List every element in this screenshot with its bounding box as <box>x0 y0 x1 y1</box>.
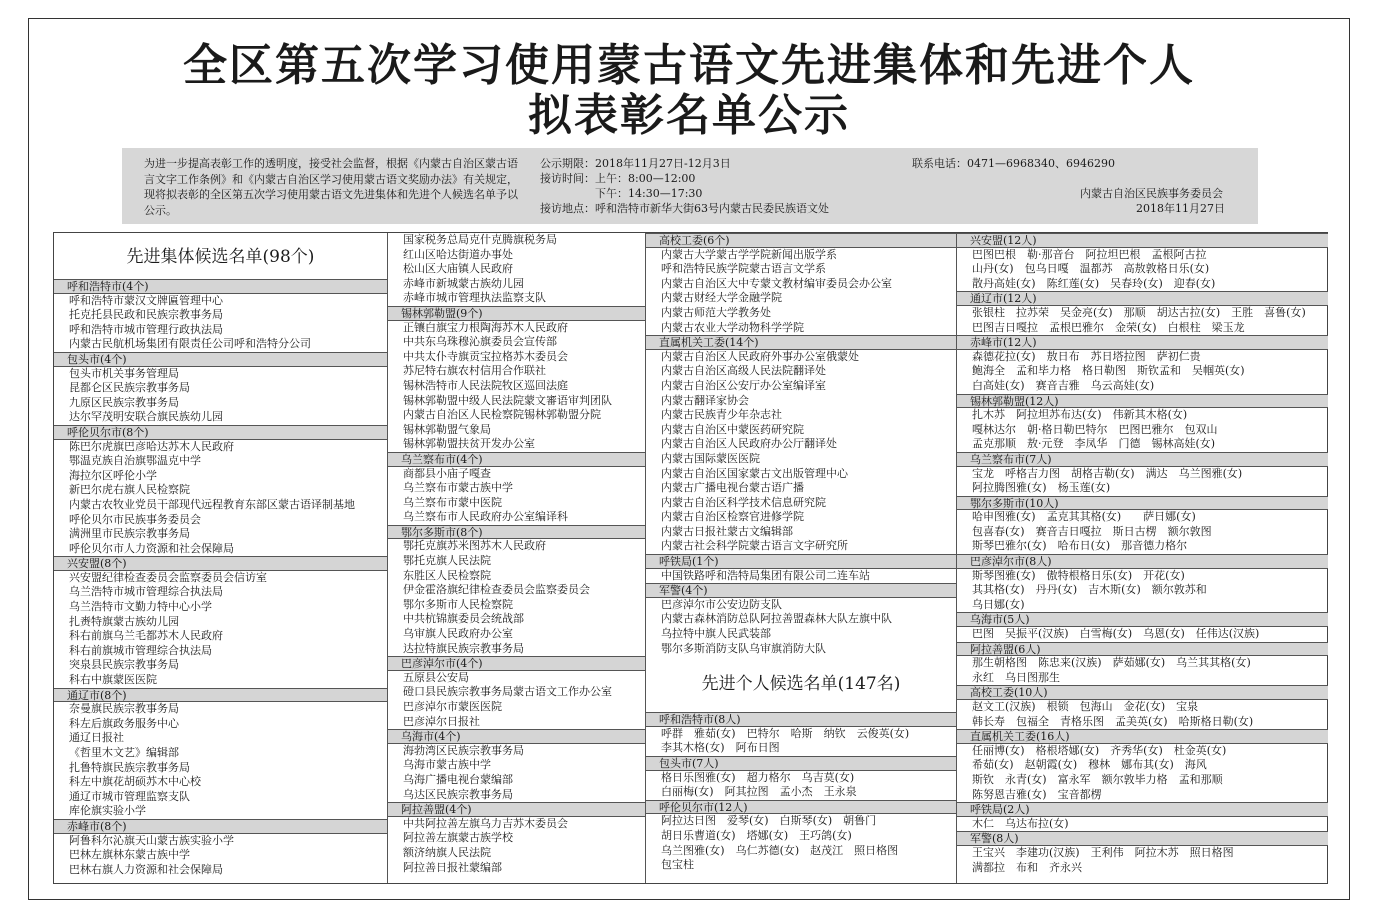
list-item: 阿拉善左旗蒙古族学校 <box>403 831 513 845</box>
column-3 <box>645 233 956 883</box>
list-item: 巴图 吴振平(汉族) 白雪梅(女) 乌恩(女) 任伟达(汉族) <box>972 627 1260 641</box>
region-header: 赤峰市(12人) <box>957 335 1328 350</box>
list-item: 森德花拉(女) 敖日布 苏日塔拉图 萨初仁贵 <box>972 349 1201 363</box>
list-item: 国家税务总局克什克腾旗税务局 <box>403 233 557 246</box>
list-item: 《哲里木文艺》编辑部 <box>69 746 179 759</box>
list-item: 呼伦贝尔市人力资源和社会保障局 <box>69 541 234 555</box>
list-item: 科右前旗城市管理综合执法局 <box>69 643 212 657</box>
notice-reception-pm: 下午：14:30—17:30 <box>595 187 703 200</box>
list-item: 巴彦淖尔市公安边防支队 <box>661 597 782 611</box>
list-item: 胡日乐曹道(女) 塔娜(女) 王巧鸽(女) <box>661 828 852 842</box>
region-header: 呼铁局(2人) <box>957 802 1328 817</box>
list-item: 鲍海全 孟和毕力格 格日勒图 斯钦孟和 吴帼英(女) <box>972 364 1245 378</box>
list-item: 巴林左旗林东蒙古族中学 <box>69 848 190 862</box>
region-header: 兴安盟(8个) <box>54 556 387 571</box>
list-item: 科左中旗花胡硕苏木中心校 <box>69 775 201 789</box>
region-header: 军警(4个) <box>646 583 956 598</box>
notice-date: 2018年11月27日 <box>1136 202 1225 215</box>
region-header: 呼和浩特市(8人) <box>646 712 956 727</box>
list-item: 内蒙古师范大学教务处 <box>661 305 771 319</box>
region-header: 乌海市(4个) <box>388 729 645 744</box>
list-item: 内蒙古自治区大中专蒙文教材编审委员会办公室 <box>661 276 892 290</box>
list-item: 内蒙古自治区高级人民法院翻译处 <box>661 364 826 378</box>
region-header: 呼伦贝尔市(12人) <box>646 800 956 815</box>
list-item: 乌兰察布市蒙中医院 <box>403 495 502 509</box>
list-item: 托克托县民政和民族宗教事务局 <box>69 308 223 322</box>
list-item: 王宝兴 李建功(汉族) 王利伟 阿拉木苏 照日格图 <box>972 845 1234 859</box>
list-item: 山丹(女) 包乌日嘎 温都苏 高敖敦格日乐(女) <box>972 262 1210 276</box>
list-item: 奈曼旗民族宗教事务局 <box>69 702 179 716</box>
notice-reception-am: 接访时间：上午：8:00—12:00 <box>540 172 696 185</box>
region-header: 鄂尔多斯市(10人) <box>957 496 1328 511</box>
list-item: 鄂尔多斯消防支队乌审旗消防大队 <box>661 641 826 655</box>
region-header: 阿拉善盟(4个) <box>388 802 645 817</box>
list-item: 其其格(女) 丹丹(女) 吉木斯(女) 额尔敦苏和 <box>972 583 1207 597</box>
list-item: 东胜区人民检察院 <box>403 568 491 582</box>
list-item: 内蒙古社会科学院蒙古语言文字研究所 <box>661 539 848 553</box>
list-item: 乌兰图雅(女) 乌仁苏德(女) 赵茂江 照日格图 <box>661 843 899 857</box>
list-item: 阿拉善日报社蒙编部 <box>403 860 502 874</box>
list-item: 内蒙古农业大学动物科学学院 <box>661 320 804 334</box>
list-item: 昆都仑区民族宗教事务局 <box>69 381 190 395</box>
list-item: 鄂托克旗人民法院 <box>403 554 491 568</box>
list-item: 内蒙古自治区中蒙医药研究院 <box>661 422 804 436</box>
list-item: 赵文工(汉族) 根锁 包海山 金花(女) 宝泉 <box>972 700 1199 713</box>
list-item: 乌兰浩特市文勤力特中心小学 <box>69 600 212 614</box>
region-header: 通辽市(12人) <box>957 291 1328 306</box>
list-item: 库伦旗实验小学 <box>69 804 146 818</box>
region-header: 阿拉善盟(6人) <box>957 642 1328 657</box>
list-item: 赤峰市城市管理执法监察支队 <box>403 291 546 305</box>
list-item: 呼和浩特市城市管理行政执法局 <box>69 322 223 336</box>
list-item: 锡林郭勒盟气象局 <box>403 422 491 436</box>
list-item: 内蒙古自治区人民政府外事办公室俄蒙处 <box>661 349 859 363</box>
list-item: 孟克那顺 敖·元登 李凤华 门德 锡林高娃(女) <box>972 437 1216 451</box>
region-header: 乌兰察布市(4个) <box>388 452 645 467</box>
list-item: 满都拉 布和 齐永兴 <box>972 860 1082 874</box>
list-item: 中共东乌珠穆沁旗委员会宣传部 <box>403 335 557 349</box>
list-item: 通辽日报社 <box>69 731 124 745</box>
list-item: 额济纳旗人民法院 <box>403 845 491 859</box>
list-item: 乌拉特中旗人民武装部 <box>661 627 771 641</box>
notice-address: 接访地点：呼和浩特市新华大街63号内蒙古民委民族语文处 <box>540 202 829 215</box>
list-item: 陈巴尔虎旗巴彦哈达苏木人民政府 <box>69 439 234 453</box>
list-item: 白高娃(女) 赛音吉雅 乌云高娃(女) <box>972 378 1155 392</box>
list-item: 包头市机关事务管理局 <box>69 366 179 380</box>
list-item: 扎木苏 阿拉坦苏布达(女) 伟新其木格(女) <box>972 408 1188 422</box>
region-header: 军警(8人) <box>957 831 1328 846</box>
list-item: 内蒙古自治区公安厅办公室编译室 <box>661 378 826 392</box>
list-item: 哈申图雅(女) 孟克其其格(女) 萨日娜(女) <box>972 510 1196 524</box>
region-header: 兴安盟(12人) <box>957 233 1328 248</box>
list-item: 锡林浩特市人民法院牧区巡回法庭 <box>403 378 568 392</box>
region-header: 巴彦淖尔市(8人) <box>957 554 1328 569</box>
list-item: 商都县小庙子嘎查 <box>403 466 491 480</box>
list-item: 内蒙古自治区科学技术信息研究院 <box>661 495 826 509</box>
list-item: 乌达区民族宗教事务局 <box>403 787 513 801</box>
list-item: 巴彦淖尔市蒙医医院 <box>403 700 502 713</box>
list-item: 锡林郭勒盟中级人民法院蒙文審语审判团队 <box>403 393 612 407</box>
page-title: 全区第五次学习使用蒙古语文先进集体和先进个人 <box>183 40 1195 91</box>
list-item: 格日乐图雅(女) 超力格尔 乌吉莫(女) <box>661 770 855 784</box>
region-header: 直属机关工委(14个) <box>646 335 956 350</box>
list-item: 内蒙古自治区国家蒙古文出版管理中心 <box>661 466 848 480</box>
list-item: 乌兰察布市人民政府办公室编译科 <box>403 510 568 524</box>
list-item: 阿鲁科尔沁旗天山蒙古族实验小学 <box>69 833 234 847</box>
column-2 <box>387 233 645 883</box>
list-item: 鄂温克族自治旗鄂温克中学 <box>69 454 201 468</box>
list-item: 内蒙古自治区人民政府办公厅翻译处 <box>661 437 837 451</box>
list-item: 斯琴巴雅尔(女) 哈布日(女) 那音德力格尔 <box>972 539 1188 553</box>
list-item: 巴彦淖尔日报社 <box>403 714 480 728</box>
list-item: 木仁 乌达布拉(女) <box>972 816 1069 830</box>
list-item: 嘎林达尔 朝·格日勒巴特尔 巴图巴雅尔 包双山 <box>972 422 1218 436</box>
list-item: 李其木格(女) 阿布日图 <box>661 741 780 755</box>
list-item: 扎鲁特旗民族宗教事务局 <box>69 760 190 774</box>
list-item: 张银柱 拉苏荣 吴金亮(女) 那顺 胡达古拉(女) 王胜 喜鲁(女) <box>972 305 1306 319</box>
list-item: 呼和浩特市蒙汉文牌匾管理中心 <box>69 293 223 307</box>
list-item: 内蒙古广播电视台蒙古语广播 <box>661 481 804 495</box>
list-item: 阿拉腾图雅(女) 杨玉莲(女) <box>972 481 1111 495</box>
list-item: 包喜春(女) 赛音吉日嘎拉 斯日古楞 额尔敦图 <box>972 524 1212 538</box>
region-header: 通辽市(8个) <box>54 688 387 703</box>
region-header: 鄂尔多斯市(8个) <box>388 525 645 540</box>
list-item: 白丽梅(女) 阿其拉图 孟小杰 王永泉 <box>661 785 857 799</box>
list-item: 五原县公安局 <box>403 670 469 684</box>
list-item: 永红 乌日图那生 <box>972 670 1060 684</box>
region-header: 乌兰察布市(7人) <box>957 452 1328 467</box>
list-item: 达尔罕茂明安联合旗民族幼儿园 <box>69 410 223 424</box>
list-item: 任丽博(女) 格根塔娜(女) 齐秀华(女) 杜金英(女) <box>972 743 1227 757</box>
region-header: 高校工委(10人) <box>957 685 1328 700</box>
list-item: 乌日娜(女) <box>972 597 1025 611</box>
list-item: 巴图巴根 勒·那音台 阿拉坦巴根 孟根阿古拉 <box>972 247 1207 261</box>
list-item: 乌审旗人民政府办公室 <box>403 627 513 641</box>
list-item: 乌海广播电视台蒙编部 <box>403 772 513 786</box>
column-4 <box>956 233 1328 883</box>
list-item: 陈努恩吉雅(女) 宝音都楞 <box>972 787 1102 801</box>
region-header: 呼和浩特市(4个) <box>54 279 387 294</box>
candidate-board <box>53 232 1328 884</box>
notice-phone: 联系电话：0471—6968340、6946290 <box>912 157 1115 170</box>
page-subtitle: 拟表彰名单公示 <box>528 90 850 141</box>
list-item: 海拉尔区呼伦小学 <box>69 468 157 482</box>
list-item: 新巴尔虎右旗人民检察院 <box>69 483 190 497</box>
list-item: 阿拉达日图 爱琴(女) 白斯琴(女) 朝鲁门 <box>661 814 877 828</box>
list-item: 海勃湾区民族宗教事务局 <box>403 743 524 757</box>
list-item: 通辽市城市管理监察支队 <box>69 789 190 803</box>
list-item: 乌兰浩特市城市管理综合执法局 <box>69 585 223 599</box>
list-item: 斯琴图雅(女) 傲特根格日乐(女) 开花(女) <box>972 568 1185 582</box>
list-item: 鄂尔多斯市人民检察院 <box>403 597 513 611</box>
region-header: 锡林郭勒盟(12人) <box>957 394 1328 409</box>
list-item: 磴口县民族宗教事务局蒙古语文工作办公室 <box>403 685 612 699</box>
region-header: 包头市(4个) <box>54 352 387 367</box>
list-item: 扎赉特旗蒙古族幼儿园 <box>69 614 179 628</box>
list-item: 达拉特旗民族宗教事务局 <box>403 641 524 655</box>
list-item: 巴图吉日嘎拉 孟根巴雅尔 金荣(女) 白根柱 梁玉龙 <box>972 320 1245 334</box>
list-item: 中国铁路呼和浩特局集团有限公司二连车站 <box>661 568 870 582</box>
list-item: 伊金霍洛旗纪律检查委员会监察委员会 <box>403 583 590 597</box>
list-item: 内蒙古森林消防总队阿拉善盟森林大队左旗中队 <box>661 612 892 626</box>
list-item: 锡林郭勒盟扶贫开发办公室 <box>403 437 535 451</box>
list-item: 内蒙古民航机场集团有限责任公司呼和浩特分公司 <box>69 337 311 351</box>
list-item: 内蒙古民族青少年杂志社 <box>661 408 782 422</box>
list-item: 希茹(女) 赵朝霞(女) 穆林 娜布其(女) 海风 <box>972 758 1207 772</box>
region-header: 呼伦贝尔市(8个) <box>54 425 387 440</box>
notice-box <box>122 148 1258 224</box>
list-item: 兴安盟纪律检查委员会监察委员会信访室 <box>69 570 267 584</box>
list-item: 科右中旗蒙医医院 <box>69 673 157 687</box>
list-item: 内蒙古翻译家协会 <box>661 393 749 407</box>
list-item: 斯钦 永青(女) 富永军 额尔敦毕力格 孟和那顺 <box>972 772 1223 786</box>
list-item: 乌海市蒙古族中学 <box>403 758 491 772</box>
notice-period: 公示期限：2018年11月27日-12月3日 <box>540 157 731 170</box>
list-item: 科左后旗政务服务中心 <box>69 716 179 730</box>
section-heading: 先进集体候选名单(98个) <box>126 247 315 267</box>
list-item: 突泉县民族宗教事务局 <box>69 658 179 672</box>
list-item: 科右前旗乌兰毛都苏木人民政府 <box>69 629 223 643</box>
list-item: 宝龙 呼格吉力图 胡格吉勒(女) 满达 乌兰图雅(女) <box>972 466 1243 480</box>
region-header: 锡林郭勒盟(9个) <box>388 306 645 321</box>
section-heading: 先进个人候选名单(147名) <box>701 674 901 695</box>
list-item: 正镶白旗宝力根陶海苏木人民政府 <box>403 320 568 334</box>
list-item: 内蒙古自治区人民检察院锡林郭勒盟分院 <box>403 408 601 422</box>
notice-issuer: 内蒙古自治区民族事务委员会 <box>1080 187 1223 200</box>
region-header: 巴彦淖尔市(4个) <box>388 656 645 671</box>
column-1 <box>54 233 387 883</box>
list-item: 内蒙古自治区检察官进修学院 <box>661 510 804 524</box>
list-item: 满洲里市民族宗教事务局 <box>69 527 190 541</box>
list-item: 苏尼特右旗农村信用合作联社 <box>403 364 546 378</box>
list-item: 巴林右旗人力资源和社会保障局 <box>69 862 223 876</box>
list-item: 乌兰察布市蒙古族中学 <box>403 481 513 495</box>
list-item: 韩长寿 包福全 青格乐图 孟美英(女) 哈斯格日勒(女) <box>972 714 1254 728</box>
list-item: 中共太仆寺旗贡宝拉格苏木委员会 <box>403 349 568 363</box>
list-item: 中共杭锦旗委员会统战部 <box>403 612 524 626</box>
list-item: 呼群 雅茹(女) 巴特尔 哈斯 纳钦 云俊英(女) <box>661 726 910 740</box>
list-item: 九原区民族宗教事务局 <box>69 395 179 409</box>
list-item: 中共阿拉善左旗乌力吉苏木委员会 <box>403 816 568 830</box>
region-header: 直属机关工委(16人) <box>957 729 1328 744</box>
list-item: 内蒙古国际蒙医医院 <box>661 451 760 465</box>
list-item: 鄂托克旗苏米图苏木人民政府 <box>403 539 546 553</box>
list-item: 松山区大庙镇人民政府 <box>403 262 513 276</box>
region-header: 赤峰市(8个) <box>54 819 387 834</box>
list-item: 红山区哈达街道办事处 <box>403 247 513 261</box>
region-header: 高校工委(6个) <box>646 233 956 248</box>
list-item: 呼伦贝尔市民族事务委员会 <box>69 512 201 526</box>
region-header: 包头市(7人) <box>646 756 956 771</box>
region-header: 乌海市(5人) <box>957 612 1328 627</box>
list-item: 内蒙古农牧业党员干部现代远程教育东部区蒙古语译制基地 <box>69 497 355 511</box>
list-item: 内蒙古财经大学金融学院 <box>661 291 782 305</box>
list-item: 赤峰市新城蒙古族幼儿园 <box>403 276 524 290</box>
list-item: 内蒙古大学蒙古学学院新闻出版学系 <box>661 247 837 261</box>
list-item: 散丹高娃(女) 陈红莲(女) 吴春玲(女) 迎春(女) <box>972 276 1216 290</box>
list-item: 呼和浩特民族学院蒙古语言文学系 <box>661 262 826 276</box>
list-item: 那生朝格图 陈忠来(汉族) 萨茹娜(女) 乌兰其其格(女) <box>972 656 1251 670</box>
list-item: 内蒙古日报社蒙古文编辑部 <box>661 524 793 538</box>
list-item: 包宝柱 <box>661 858 694 872</box>
region-header: 呼铁局(1个) <box>646 554 956 569</box>
notice-paragraph: 为进一步提高表彰工作的透明度，接受社会监督，根据《内蒙古自治区蒙古语言文字工作条例》和《内蒙古自治区学习使用蒙古语文奖励办法》有关规定，现将拟表彰的全区第五次学习使用蒙古语文先进集体和先进个人候选名单予以公示。 <box>144 157 518 217</box>
